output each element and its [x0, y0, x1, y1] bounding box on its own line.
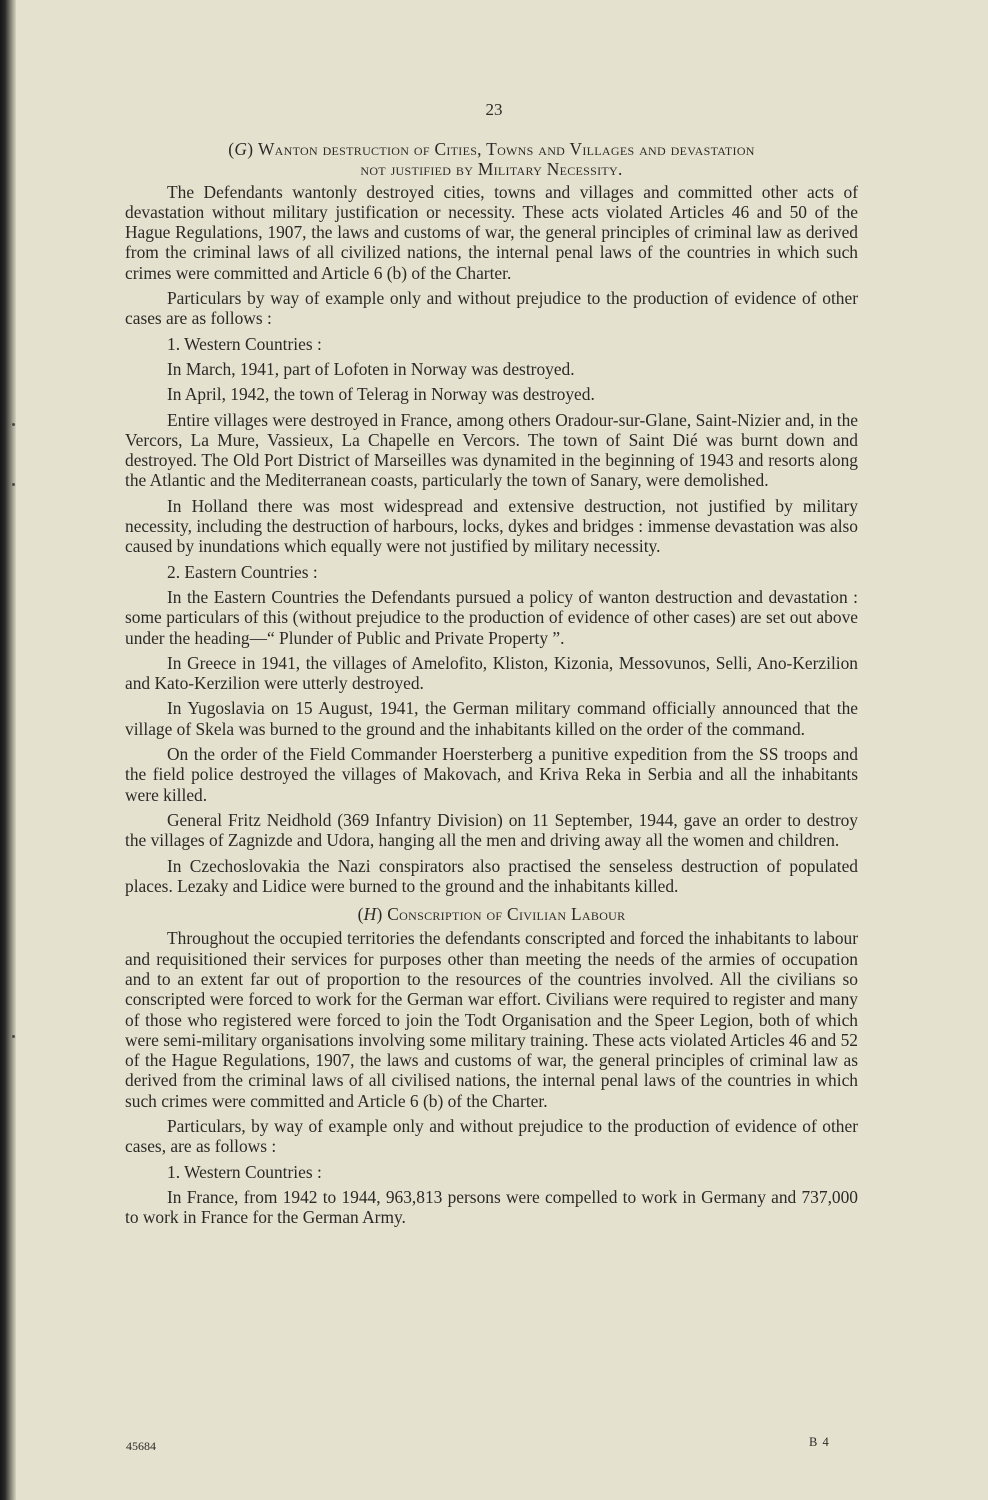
- section-h-title: Conscription of Civilian Labour: [387, 904, 626, 925]
- section-g-paragraph-4: In April, 1942, the town of Telerag in Norway was destroyed.: [167, 384, 595, 405]
- page-binding-edge: [0, 0, 16, 1500]
- section-g-title-line2: not justified by Military Necessity.: [360, 159, 623, 180]
- section-g-paragraph-1: The Defendants wantonly destroyed cities, towns and villages and committed other acts of devastation without military justification or necessity. These acts violated Articles 46 and 50 of the Hague Regulations, 1907, the laws and customs of war, the general principles of criminal law as derived from the criminal laws of all civilized nations, the internal penal laws of the countries in which such crimes were committed and Article 6 (b) of the Charter.: [125, 181, 858, 283]
- section-g-paragraph-7: In the Eastern Countries the Defendants pursued a policy of wanton destruction and devastation : some particulars of this (without prejudice to the production of evidence of other cases) are set out above under the heading—“ Plunder of Public and Private Property ”.: [125, 586, 858, 648]
- section-g-paragraph-11: General Fritz Neidhold (369 Infantry Division) on 11 September, 1944, gave an order to destroy the villages of Zagnizde and Udora, hanging all the men and driving away all the women and children.: [125, 809, 858, 851]
- scan-speck: [12, 423, 15, 426]
- scan-speck: [12, 1035, 15, 1038]
- section-h-subheading-western: 1. Western Countries :: [167, 1161, 322, 1182]
- section-g-heading: (G) Wanton destruction of Cities, Towns and Villages and devastation not justified by Military Necessity.: [125, 139, 858, 180]
- scan-speck: [12, 483, 15, 486]
- section-g-paragraph-9: In Yugoslavia on 15 August, 1941, the German military command officially announced that the village of Skela was burned to the ground and the inhabitants killed on the order of the command.: [125, 698, 858, 739]
- signature-mark: B 4: [809, 1435, 830, 1449]
- section-g-subheading-western: 1. Western Countries :: [167, 333, 322, 354]
- section-g-paragraph-8: In Greece in 1941, the villages of Amelofito, Kliston, Kizonia, Messovunos, Selli, Ano-Kerzilion and Kato-Kerzilion were utterly destroyed.: [125, 652, 858, 694]
- section-g-paragraph-6: In Holland there was most widespread and extensive destruction, not justified by military necessity, including the destruction of harbours, locks, dykes and bridges : immense devastation was also caused by inundations which equally were not justified by military necessity.: [125, 495, 858, 557]
- section-g-subheading-eastern: 2. Eastern Countries :: [167, 561, 318, 582]
- section-g-paragraph-12: In Czechoslovakia the Nazi conspirators also practised the senseless destruction of populated places. Lezaky and Lidice were burned to the ground and the inhabitants killed.: [125, 855, 858, 896]
- section-h-paragraph-1: Throughout the occupied territories the defendants conscripted and forced the inhabitants to labour and requisitioned their services for purposes other than meeting the needs of the armies of occupation and to an extent far out of proportion to the resources of the countries involved. All the civilians so conscripted were forced to work for the German war effort. Civilians were required to register and many of those who registered were forced to join the Todt Organisation and the Speer Legion, both of which were semi-military organisations involving some military training. These acts violated Articles 46 and 52 of the Hague Regulations, 1907, the laws and customs of war, the general principles of criminal law as derived from the criminal laws of all civilised nations, the internal penal laws of the countries in which such crimes were committed and Article 6 (b) of the Charter.: [125, 928, 858, 1111]
- section-g-paragraph-2: Particulars by way of example only and without prejudice to the production of evidence of other cases are as follows :: [125, 288, 858, 329]
- section-h-heading: (H) Conscription of Civilian Labour: [357, 904, 626, 925]
- section-h-paragraph-3: In France, from 1942 to 1944, 963,813 persons were compelled to work in Germany and 737,000 to work in France for the German Army.: [125, 1186, 858, 1228]
- print-code: 45684: [126, 1439, 156, 1453]
- section-h-paragraph-2: Particulars, by way of example only and without prejudice to the production of evidence of other cases, are as follows :: [125, 1116, 858, 1157]
- section-g-letter: G: [234, 139, 248, 159]
- page-number: 23: [485, 100, 503, 119]
- page-body: [125, 139, 858, 1233]
- section-g-paragraph-3: In March, 1941, part of Lofoten in Norway was destroyed.: [167, 358, 575, 379]
- section-h-letter: H: [363, 904, 377, 925]
- section-g-paragraph-10: On the order of the Field Commander Hoersterberg a punitive expedition from the SS troops and the field police destroyed the villages of Makovach, and Kriva Reka in Serbia and all the inhabitants were killed.: [125, 744, 858, 805]
- section-g-title-line1: Wanton destruction of Cities, Towns and Villages and devastation: [257, 139, 755, 159]
- section-g-paragraph-5: Entire villages were destroyed in France, among others Oradour-sur-Glane, Saint-Nizier and, in the Vercors, La Mure, Vassieux, La Chapelle en Vercors. The town of Saint Dié was burnt down and destroyed. The Old Port District of Marseilles was dynamited in the beginning of 1943 and resorts along the Atlantic and the Mediterranean coasts, particularly the town of Sanary, were demolished.: [125, 409, 858, 491]
